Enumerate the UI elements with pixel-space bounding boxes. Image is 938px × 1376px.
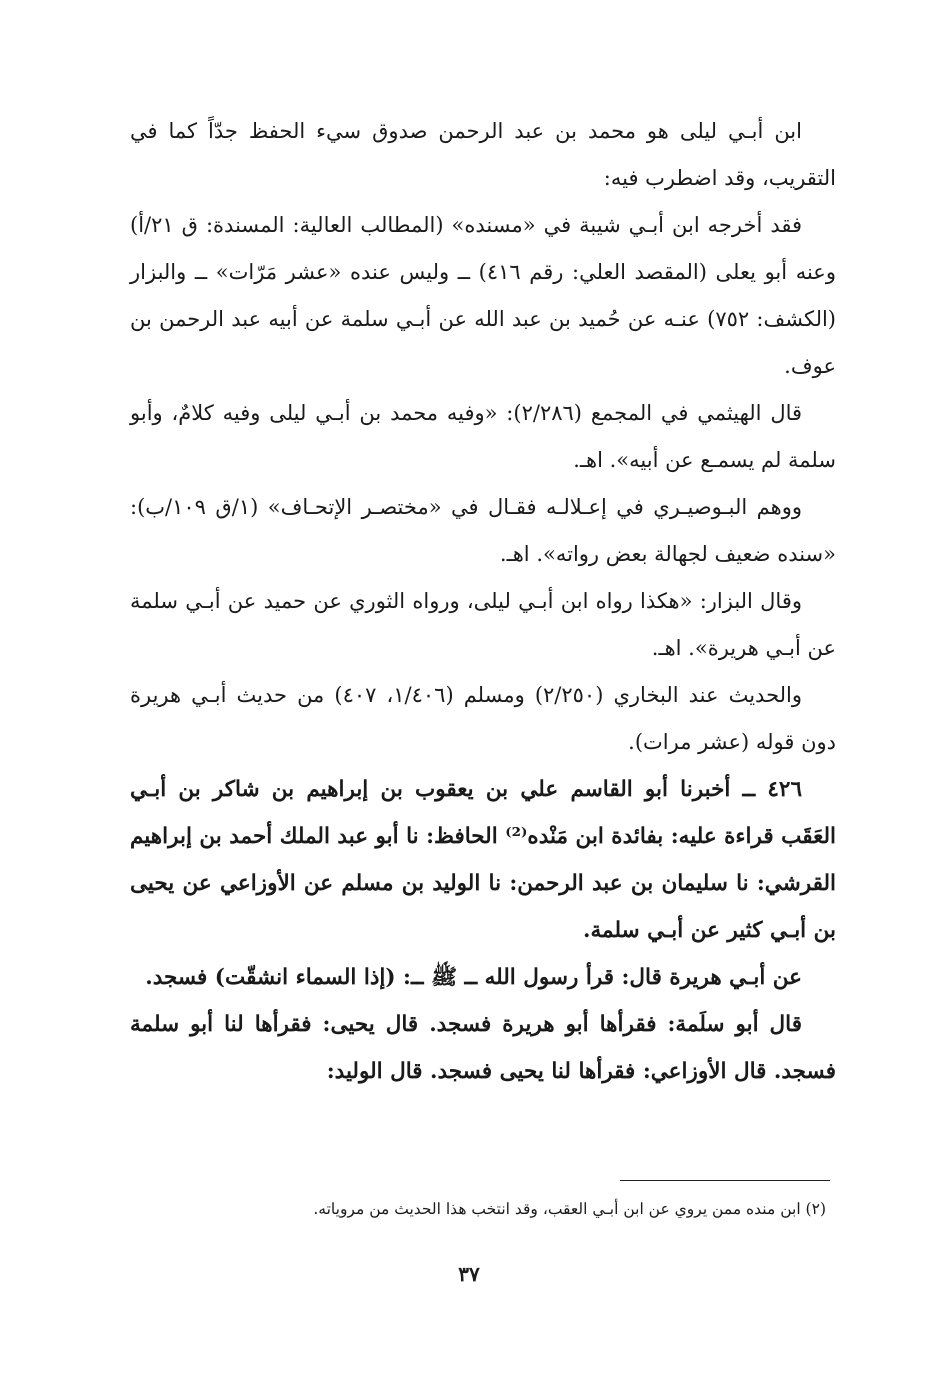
footnote: (٢) ابن منده ممن يروي عن ابن أبـي العقب، وقد انتخب هذا الحديث من مروياته. [313,1200,826,1218]
paragraph-hadith-chain-continuation: قال أبو سلَمة: فقرأها أبو هريرة فسجد. قال يحيى: فقرأها لنا أبو سلمة فسجد. قال الأوزاعي: فقرأها لنا يحيى فسجد. قال الوليد: [130,1012,836,1084]
paragraph-ibn-abi-layla: ابن أبـي ليلى هو محمد بن عبد الرحمن صدوق سيء الحفظ جدّاً كما في التقريب، وقد اضطرب فيه: [130,119,836,190]
paragraph-bazzar: وقال البزار: «هكذا رواه ابن أبـي ليلى، ورواه الثوري عن حميد عن أبـي سلمة عن أبـي هريرة». اهـ. [130,589,836,660]
paragraph-hadith-matn: عن أبـي هريرة قال: قرأ رسول الله ــ ﷺ ــ: (إذا السماء انشقّت) فسجد. [145,965,802,990]
paragraph-haythami: قال الهيثمي في المجمع (٢/٢٨٦): «وفيه محمد بن أبـي ليلى وفيه كلامٌ، وأبو سلمة لم يسمـع عن أبيه». اهـ. [130,401,836,472]
page-body [130,108,836,1095]
footnote-separator [620,1180,830,1181]
paragraph-takhrij: فقد أخرجه ابن أبـي شيبة في «مسنده» (المطالب العالية: المسندة: ق ٢١/أ) وعنه أبو يعلى (المقصد العلي: رقم ٤١٦) ــ وليس عنده «عشر مَرّات» ــ والبزار (الكشف: ٧٥٢) عنـه عن حُميد بن عبد الله عن أبـي سلمة عن أبيه عبد الرحمن بن عوف. [130,213,837,378]
paragraph-bukhari-muslim: والحديث عند البخاري (٢/٢٥٠) ومسلم (١/٤٠٦، ٤٠٧) من حديث أبـي هريرة دون قوله (عشر مرات). [130,683,836,754]
paragraph-hadith-426-isnad: ٤٢٦ ــ أخبرنا أبو القاسم علي بن يعقوب بن إبراهيم بن شاكر بن أبـي العَقَب قراءة عليه: بفائدة ابن مَنْده⁽²⁾ الحافظ: نا أبو عبد الملك أحمد بن إبراهيم القرشي: نا سليمان بن عبد الرحمن: نا الوليد بن مسلم عن الأوزاعي عن يحيى بن أبـي كثير عن أبـي سلمة. [130,777,837,943]
page-number: ٣٧ [458,1262,480,1286]
paragraph-busiri: ووهم البـوصيـري في إعـلالـه فقـال في «مختصـر الإتحـاف» (١/ق ١٠٩/ب): «سنده ضعيف لجهالة بعض رواته». اهـ. [130,495,836,566]
